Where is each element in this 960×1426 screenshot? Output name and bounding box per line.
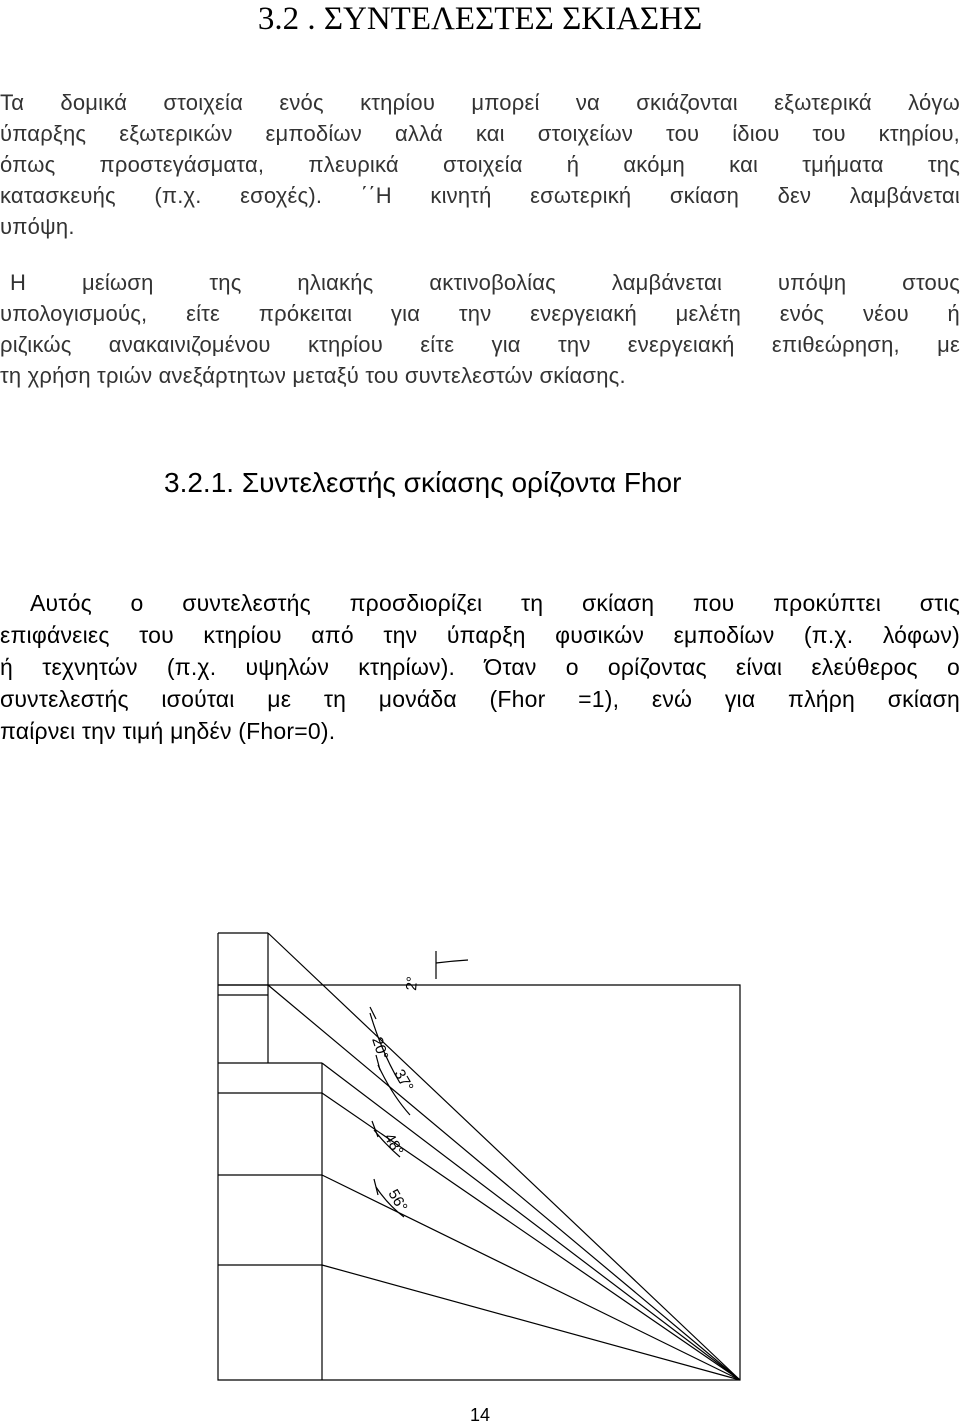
subsection-heading: 3.2.1. Συντελεστής σκίασης ορίζοντα Fhor [164,467,682,498]
paragraph-line: Η μείωση της ηλιακής ακτινοβολίας λαμβάνεται υπόψη στους [10,270,960,295]
solar-reduction-paragraph [0,267,960,391]
paragraph-line: τη χρήση τριών ανεξάρτητων μεταξύ του συντελεστών σκίασης. [0,363,626,388]
angle-label-20: 20° [368,1034,392,1062]
paragraph-line: Τα δομικά στοιχεία ενός κτηρίου μπορεί να σκιάζονται εξωτερικά λόγω [0,90,960,115]
paragraph-line: ύπαρξης εξωτερικών εμποδίων αλλά και στοιχείων του ίδιου του κτηρίου, [0,121,960,146]
paragraph-line: παίρνει την τιμή μηδέν (Fhor=0). [0,718,336,744]
intro-paragraph [0,87,960,242]
sight-line-2 [268,985,740,1380]
page-number: 14 [469,1405,491,1425]
sight-line-20 [322,1063,740,1380]
horizon-factor-paragraph [0,587,960,747]
horizon-angle-diagram [210,925,750,1385]
angle-tick-48 [372,1121,378,1137]
section-title: 3.2 . ΣΥΝΤΕΛΕΣΤΕΣ ΣΚΙΑΣΗΣ [257,1,703,37]
angle-label-37: 37° [390,1066,417,1095]
paragraph-line: όπως προστεγάσματα, πλευρικά στοιχεία ή ακόμη και τμήματα της [0,152,960,177]
paragraph-line: υπόψη. [0,214,75,239]
paragraph-line: υπολογισμούς, είτε πρόκειται για την ενεργειακή μελέτη ενός νέου ή [0,301,960,326]
angle-tick-56 [374,1179,378,1195]
angle-label-48: 48° [380,1130,407,1159]
sight-line-56 [322,1265,740,1380]
sight-line-top [268,933,740,1380]
angle-label-56: 56° [384,1186,411,1215]
paragraph-line: Αυτός ο συντελεστής προσδιορίζει τη σκίαση που προκύπτει στις [30,590,960,616]
paragraph-line: ριζικώς ανακαινιζομένου κτηρίου είτε για την ενεργειακή επιθεώρηση, με [0,332,960,357]
paragraph-line: επιφάνειες του κτηρίου από την ύπαρξη φυσικών εμποδίων (π.χ. λόφων) [0,622,960,648]
angle-arc-2 [436,960,468,963]
paragraph-line: κατασκευής (π.χ. εσοχές). ΄΄Η κινητή εσωτερική σκίαση δεν λαμβάνεται [0,183,960,208]
paragraph-line: ή τεχνητών (π.χ. υψηλών κτηρίων). Όταν ο ορίζοντας είναι ελεύθερος ο [0,654,960,680]
stepped-obstacle-outline [218,933,740,1380]
paragraph-line: συντελεστής ισούται με τη μονάδα (Fhor =1), ενώ για πλήρη σκίαση [0,686,960,712]
angle-label-2: 2° [403,975,422,992]
